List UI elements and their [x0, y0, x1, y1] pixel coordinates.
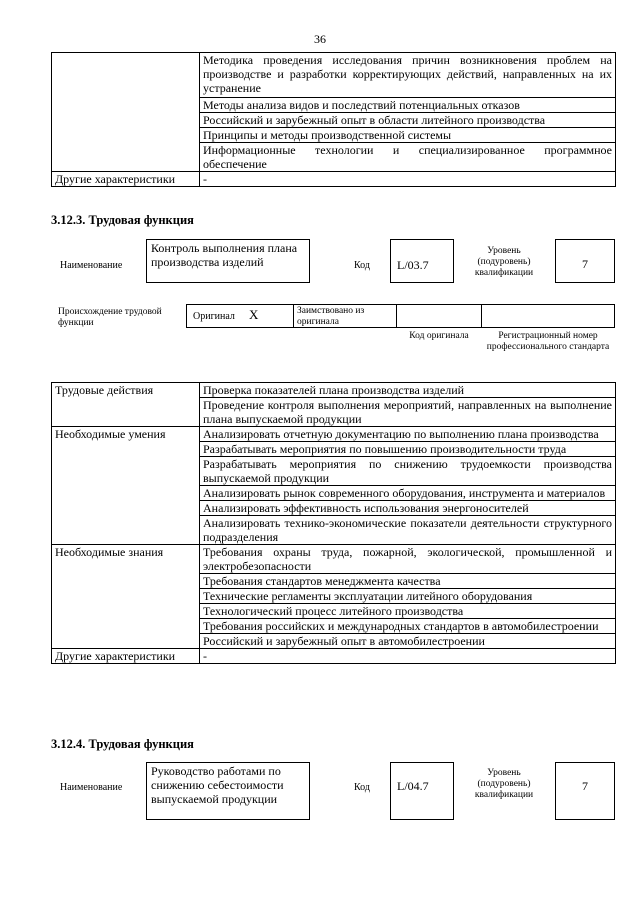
table-cell: Анализировать технико-экономические показатели деятельности структурного подразделения: [200, 516, 616, 545]
original-cell: [186, 304, 294, 328]
table-cell: Принципы и методы производственной системы: [200, 128, 616, 143]
table-cell: Проверка показателей плана производства изделий: [200, 383, 616, 398]
section-title: 3.12.4. Трудовая функция: [51, 737, 194, 751]
empty-label-cell: [52, 53, 200, 172]
table-cell: Информационные технологии и специализированное программное обеспечение: [200, 143, 616, 172]
table-cell: Российский и зарубежный опыт в автомобилестроении: [200, 634, 616, 649]
original-label: Оригинал: [193, 311, 235, 322]
table-cell: Российский и зарубежный опыт в области литейного производства: [200, 113, 616, 128]
table-cell: Проведение контроля выполнения мероприятий, направленных на выполнение плана выпускаемой продукции: [200, 398, 616, 427]
table-cell: Анализировать рынок современного оборудования, инструмента и материалов: [200, 486, 616, 501]
table-cell: Требования стандартов менеджмента качества: [200, 574, 616, 589]
name-label: Наименование: [60, 260, 123, 271]
row-label-actions: Трудовые действия: [52, 383, 200, 427]
origin-label: Происхождение трудовой функции: [58, 307, 162, 328]
name-label: Наименование: [60, 782, 123, 793]
level-label: Уровень (подуровень) квалификации: [474, 246, 534, 278]
borrowed-cell: Заимствовано из оригинала: [293, 304, 397, 328]
table-cell: -: [200, 172, 616, 187]
code-original-caption: Код оригинала: [409, 331, 469, 341]
code-original-cell: [396, 304, 482, 328]
row-label-skills: Необходимые умения: [52, 427, 200, 545]
table-cell: Требования охраны труда, пожарной, экологической, промышленной и электробезопасности: [200, 545, 616, 574]
table-cell: Методика проведения исследования причин возникновения проблем на производстве и разработки корректирующих действий, направленных на их устранение: [200, 53, 616, 98]
table-cell: Методы анализа видов и последствий потенциальных отказов: [200, 98, 616, 113]
table-cell: Анализировать отчетную документацию по выполнению плана производства: [200, 427, 616, 442]
function-table: [51, 382, 616, 664]
code-label: Код: [354, 260, 370, 271]
table-cell: Разрабатывать мероприятия по снижению трудоемкости производства выпускаемой продукции: [200, 457, 616, 486]
page-number: 36: [314, 32, 326, 46]
table-cell: Разрабатывать мероприятия по повышению производительности труда: [200, 442, 616, 457]
code-label: Код: [354, 782, 370, 793]
table-cell: -: [200, 649, 616, 664]
row-label: Другие характеристики: [52, 172, 200, 187]
code-value: L/04.7: [390, 762, 454, 820]
level-label: Уровень (подуровень) квалификации: [474, 768, 534, 800]
row-label-knowledge: Необходимые знания: [52, 545, 200, 649]
reg-number-caption: Регистрационный номер профессионального стандарта: [486, 331, 610, 352]
table-cell: Технологический процесс литейного производства: [200, 604, 616, 619]
section-title: 3.12.3. Трудовая функция: [51, 213, 194, 227]
level-value: 7: [555, 762, 615, 820]
level-value: 7: [555, 239, 615, 283]
table-cell: Анализировать эффективность использования энергоносителей: [200, 501, 616, 516]
original-mark: X: [249, 307, 259, 322]
reg-number-cell: [481, 304, 615, 328]
top-table: [51, 52, 616, 187]
table-cell: Требования российских и международных стандартов в автомобилестроении: [200, 619, 616, 634]
code-value: L/03.7: [390, 239, 454, 283]
name-value: Контроль выполнения плана производства изделий: [146, 239, 310, 283]
table-cell: Технические регламенты эксплуатации литейного оборудования: [200, 589, 616, 604]
row-label-other: Другие характеристики: [52, 649, 200, 664]
name-value: Руководство работами по снижению себестоимости выпускаемой продукции: [146, 762, 310, 820]
